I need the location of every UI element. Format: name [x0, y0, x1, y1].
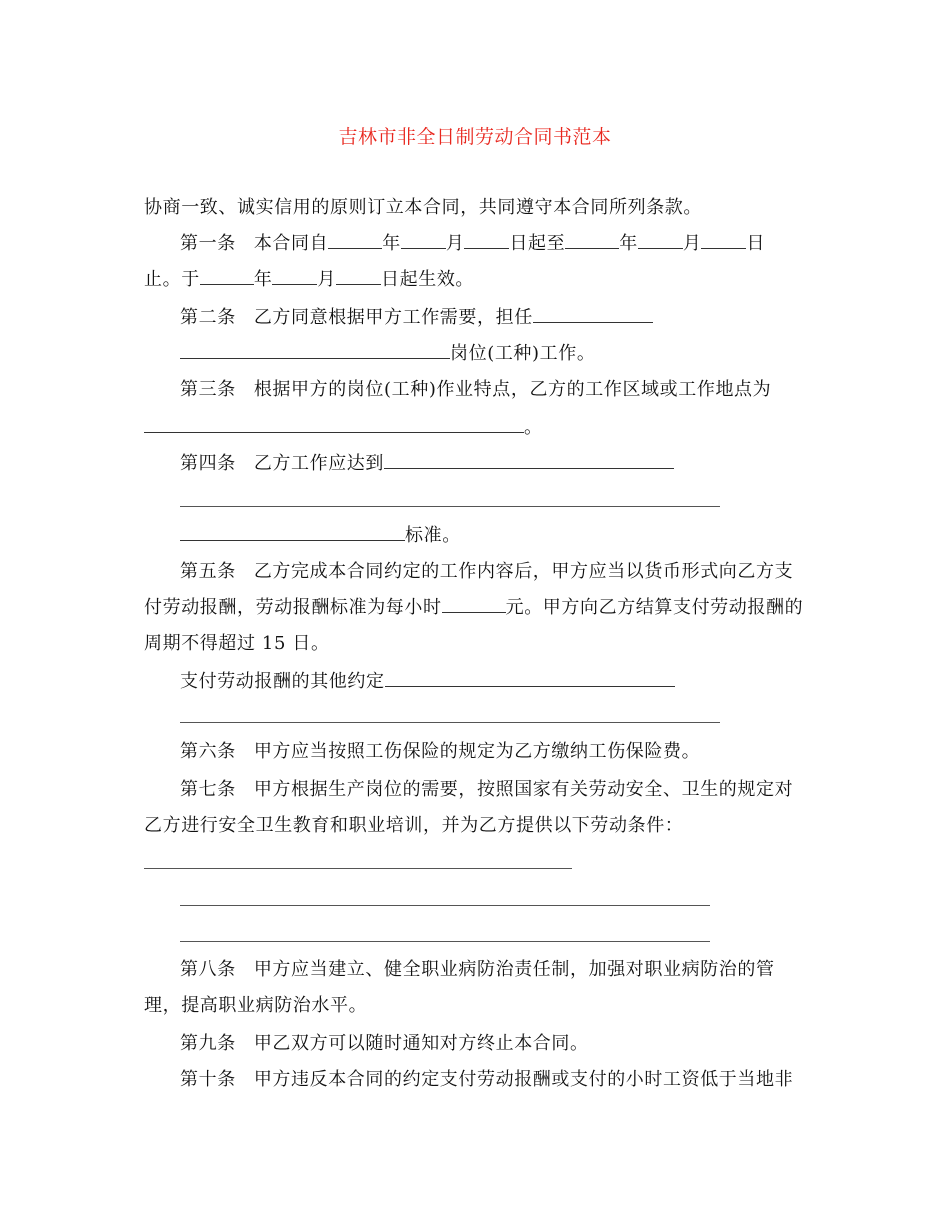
labor-conditions-blank-3[interactable]: [180, 941, 710, 942]
work-location-blank[interactable]: [144, 416, 524, 433]
article-1-line-1: 第一条 本合同自 年 月 日起至 年 月 日: [180, 233, 766, 254]
article-7-line-1: 第七条 甲方根据生产岗位的需要，按照国家有关劳动安全、卫生的规定对: [180, 779, 794, 800]
article-2-line-1: 第二条 乙方同意根据甲方工作需要，担任: [180, 306, 653, 330]
work-standard-blank-3[interactable]: [180, 524, 405, 541]
article-5-line-1: 第五条 乙方完成本合同约定的工作内容后，甲方应当以货币形式向乙方支: [180, 561, 794, 582]
article-5-line-3: 周期不得超过 15 日。: [144, 633, 330, 654]
start-month-blank[interactable]: [401, 232, 446, 249]
article-9-line-1: 第九条 甲乙双方可以随时通知对方终止本合同。: [180, 1033, 589, 1054]
hourly-rate-blank[interactable]: [442, 596, 506, 613]
other-payment-blank-2[interactable]: [180, 722, 720, 723]
work-standard-blank-2[interactable]: [180, 506, 720, 507]
article-8-line-2: 理，提高职业病防治水平。: [144, 995, 368, 1016]
article-1-line-2: 止。于 年 月 日起生效。: [144, 269, 475, 290]
article-10-heading: 第十条: [180, 1069, 236, 1090]
article-10-line-1: 第十条 甲方违反本合同的约定支付劳动报酬或支付的小时工资低于当地非: [180, 1069, 794, 1090]
labor-conditions-blank-2[interactable]: [180, 905, 710, 906]
document-title: 吉林市非全日制劳动合同书范本: [338, 126, 612, 148]
work-standard-blank-1[interactable]: [384, 452, 674, 469]
effective-day-blank[interactable]: [336, 268, 381, 285]
effective-year-blank[interactable]: [200, 268, 254, 285]
end-day-blank[interactable]: [701, 232, 746, 249]
intro-paragraph: 协商一致、诚实信用的原则订立本合同，共同遵守本合同所列条款。: [144, 197, 702, 218]
article-7-heading: 第七条: [180, 779, 236, 800]
article-5-line-4: 支付劳动报酬的其他约定: [180, 670, 675, 694]
article-6-line-1: 第六条 甲方应当按照工伤保险的规定为乙方缴纳工伤保险费。: [180, 741, 701, 762]
article-8-heading: 第八条: [180, 959, 236, 980]
effective-month-blank[interactable]: [272, 268, 317, 285]
position-blank-1[interactable]: [533, 306, 653, 323]
article-3-line-2: 。: [144, 416, 543, 440]
article-3-heading: 第三条: [180, 379, 236, 400]
end-year-blank[interactable]: [565, 232, 619, 249]
start-day-blank[interactable]: [464, 232, 509, 249]
position-blank-2[interactable]: [180, 342, 450, 359]
article-2-heading: 第二条: [180, 307, 236, 328]
article-5-heading: 第五条: [180, 561, 236, 582]
article-9-heading: 第九条: [180, 1033, 236, 1054]
article-4-line-3: 标准。: [180, 524, 461, 548]
article-7-line-2: 乙方进行安全卫生教育和职业培训，并为乙方提供以下劳动条件：: [144, 815, 684, 836]
article-2-line-2: 岗位(工种)工作。: [180, 342, 595, 366]
article-8-line-1: 第八条 甲方应当建立、健全职业病防治责任制，加强对职业病防治的管: [180, 959, 775, 980]
labor-conditions-blank-1[interactable]: [144, 868, 572, 869]
other-payment-blank-1[interactable]: [385, 670, 675, 687]
article-3-line-1: 第三条 根据甲方的岗位(工种)作业特点，乙方的工作区域或工作地点为: [180, 379, 772, 400]
start-year-blank[interactable]: [328, 232, 382, 249]
article-4-line-1: 第四条 乙方工作应达到: [180, 452, 674, 476]
article-1-heading: 第一条: [180, 233, 236, 254]
article-6-heading: 第六条: [180, 741, 236, 762]
article-5-line-2: 付劳动报酬，劳动报酬标准为每小时 元。甲方向乙方结算支付劳动报酬的: [144, 597, 804, 618]
article-4-heading: 第四条: [180, 453, 236, 474]
end-month-blank[interactable]: [638, 232, 683, 249]
